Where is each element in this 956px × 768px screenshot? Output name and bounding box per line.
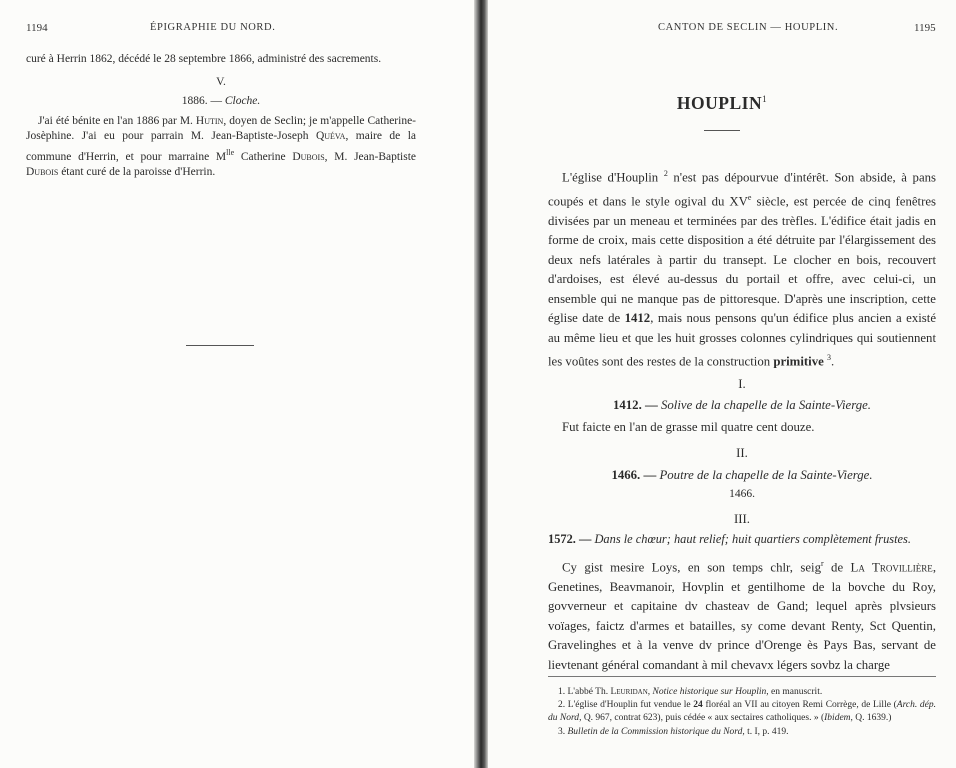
fn3-b: , t. I, p. 419. xyxy=(742,726,789,737)
fn2-d: , Q. 1639.) xyxy=(850,713,892,724)
right-page-number: 1195 xyxy=(914,22,936,34)
intro-paragraph: L'église d'Houplin $^2$ n'est pas dépourvue d'intérêt. Son abside, à pans coupés et dans le style ogival du XVe siècle, est percée de cinq fenêtres divisées par un meneau et terminées par des trèfles. L'édifice était jadis en forme de croix, mais cette disposition a été détruite par l'élargissement des deux nefs latérales à partir du transept. Le clocher en bois, recouvert d'ardoises, est élevé au-dessus du portail et offre, avec celui-ci, un ensemble qui ne manque pas de pittoresque. D'après une inscription, cette église date de 1412, mais nous pensons qu'un édifice plus ancien a existé au même lieu et que les huit grosses colonnes cylindriques qui soutiennent les voûtes sont des restes de la construction primitive $^3$. xyxy=(548,169,937,369)
left-page xyxy=(0,0,474,768)
left-inscription xyxy=(26,114,416,181)
left-name-dubois-2: Dubois xyxy=(26,165,59,178)
right-body xyxy=(548,164,936,675)
section-3-numeral: III. xyxy=(734,511,750,526)
section-3-text-2: de xyxy=(831,560,844,575)
fn3-num: 3. xyxy=(558,726,566,737)
left-running-head: ÉPIGRAPHIE DU NORD. xyxy=(150,22,276,33)
left-name-hutin: Hutin xyxy=(195,114,224,127)
section-1-text: Fut faicte en l'an de grasse mil quatre cent douze. xyxy=(562,419,815,434)
fn2-num: 2. xyxy=(558,700,566,711)
section-2-year: 1466. — xyxy=(611,467,657,482)
chapter-title-note: 1 xyxy=(762,94,768,105)
left-body-1: J'ai été bénite en l'an 1886 par M. xyxy=(38,114,193,127)
footnotes xyxy=(548,686,936,739)
fn1-name: Leuridan xyxy=(610,687,648,697)
section-1-title: Solive de la chapelle de la Sainte-Vierge. xyxy=(660,398,871,413)
fn2-b: floréal an VII au citoyen Remi Corrège, de Lille ( xyxy=(705,700,897,711)
intro-4: , mais nous pensons qu'un édifice plus ancien a existé au même lieu et que les huit grosses colonnes cylindriques qui soutiennent les voûtes sont des restes de la construction xyxy=(548,311,936,369)
footnote-2 xyxy=(548,699,936,725)
section-3-heading xyxy=(548,530,936,550)
section-3-name: La Trovillière xyxy=(850,560,933,575)
intro-sup: e xyxy=(747,192,752,202)
left-body-2: , doyen de Seclin; je m'appelle Catherine-Josèphine. J'ai eu pour parrain M. Jean-Baptiste-Joseph xyxy=(26,114,417,142)
intro-1: L'église d'Houplin xyxy=(562,170,659,185)
left-page-number: 1194 xyxy=(26,22,48,34)
footnote-1 xyxy=(548,686,936,699)
chapter-title-text: HOUPLIN xyxy=(676,93,763,113)
section-3-title: Dans le chœur; haut relief; huit quartiers complètement frustes. xyxy=(594,532,911,547)
fn1-title: Notice historique sur Houplin xyxy=(652,687,767,697)
fn2-c: , Q. 967, contrat 623), puis cédée « aux sectaires catholiques. » ( xyxy=(579,713,825,724)
left-heading-title: Cloche. xyxy=(224,95,261,107)
section-1-heading xyxy=(548,396,936,416)
intro-3: siècle, est percée de cinq fenêtres divisées par un meneau et terminées par des trèfles. L'édifice était jadis en forme de croix, mais cette disposition a été détruite par l'élargissement des deux nefs latérales à partir du transept. Le clocher en bois, recouvert d'ardoises, est élevé au-dessus du portail et offre, avec celui-ci, un ensemble qui ne manque pas de pittoresque. D'après une inscription, cette église date de xyxy=(548,194,936,326)
left-section-numeral: V. xyxy=(216,75,226,88)
fn3-title: Bulletin de la Commission historique du Nord xyxy=(567,726,743,737)
section-3-sup: r xyxy=(820,558,824,568)
intro-end: primitive xyxy=(773,354,824,369)
fn1-num: 1. xyxy=(558,687,566,697)
section-2-heading xyxy=(548,466,936,486)
fn2-a: L'église d'Houplin fut vendue le xyxy=(567,700,691,711)
left-body-3: , maire de la commune d'Herrin, et pour marraine M xyxy=(26,130,416,163)
left-name-queva: Quéva xyxy=(315,130,346,142)
fn2-it1: Arch. dép. du Nord xyxy=(548,700,937,724)
left-name-dubois-1: Dubois xyxy=(292,150,325,163)
right-running-head: CANTON DE SECLIN — HOUPLIN. xyxy=(658,22,839,33)
left-body-4: Catherine xyxy=(240,150,286,163)
book-gutter xyxy=(474,0,488,768)
section-3-year: 1572. — xyxy=(548,532,592,547)
footnote-rule xyxy=(548,676,936,677)
section-2-text: 1466. xyxy=(729,488,755,501)
section-3-text xyxy=(548,554,936,675)
left-continuation: curé à Herrin 1862, décédé le 28 septembre 1866, administré des sacrements. xyxy=(26,53,382,65)
section-2-numeral: II. xyxy=(736,446,748,461)
fn1-c: , en manuscrit. xyxy=(766,687,823,697)
fn1-a: L'abbé Th. xyxy=(567,687,609,697)
left-body xyxy=(26,52,416,180)
fn2-it2: Ibidem xyxy=(824,713,851,724)
left-body-5: , M. Jean-Baptiste xyxy=(324,150,417,163)
right-page xyxy=(488,0,956,768)
section-3-text-3: , Genetines, Beavmanoir, Hovplin et gentilhome de la bovche du Roy, govverneur et capitaine dv chasteav de Gand; lequel après plvsieurs voïages, faictz d'armes et batailles, sy come devant Renty, Sct Quentin, Gravelinghes et à la venve dv prince d'Orenge ès Pays Bas, servant de lievtenant général comandant à mil chevavx légers sovbz la charge xyxy=(548,560,937,672)
section-1-year: 1412. — xyxy=(612,398,658,413)
left-end-rule xyxy=(186,345,254,346)
left-heading-year: 1886. — xyxy=(181,95,222,107)
section-1-numeral: I. xyxy=(738,376,746,391)
fn1-b: , xyxy=(647,687,651,697)
left-mlle-sup: lle xyxy=(226,147,235,157)
intro-year: 1412 xyxy=(624,311,651,326)
title-rule xyxy=(704,130,740,131)
section-3-text-1: Cy gist mesire Loys, en son temps chlr, seig xyxy=(562,560,821,575)
intro-note-2: 2 xyxy=(663,169,668,178)
footnote-3 xyxy=(548,726,936,739)
section-2-title: Poutre de la chapelle de la Sainte-Vierge. xyxy=(659,467,873,482)
left-body-6: étant curé de la paroisse d'Herrin. xyxy=(61,165,216,178)
intro-note-3: 3 xyxy=(827,353,831,363)
intro-2: n'est pas dépourvue d'intérêt. Son abside, à pans coupés et dans le style ogival du XV xyxy=(548,170,937,209)
chapter-title xyxy=(488,93,956,114)
fn2-bold: 24 xyxy=(693,700,703,711)
left-section-heading xyxy=(26,94,416,110)
